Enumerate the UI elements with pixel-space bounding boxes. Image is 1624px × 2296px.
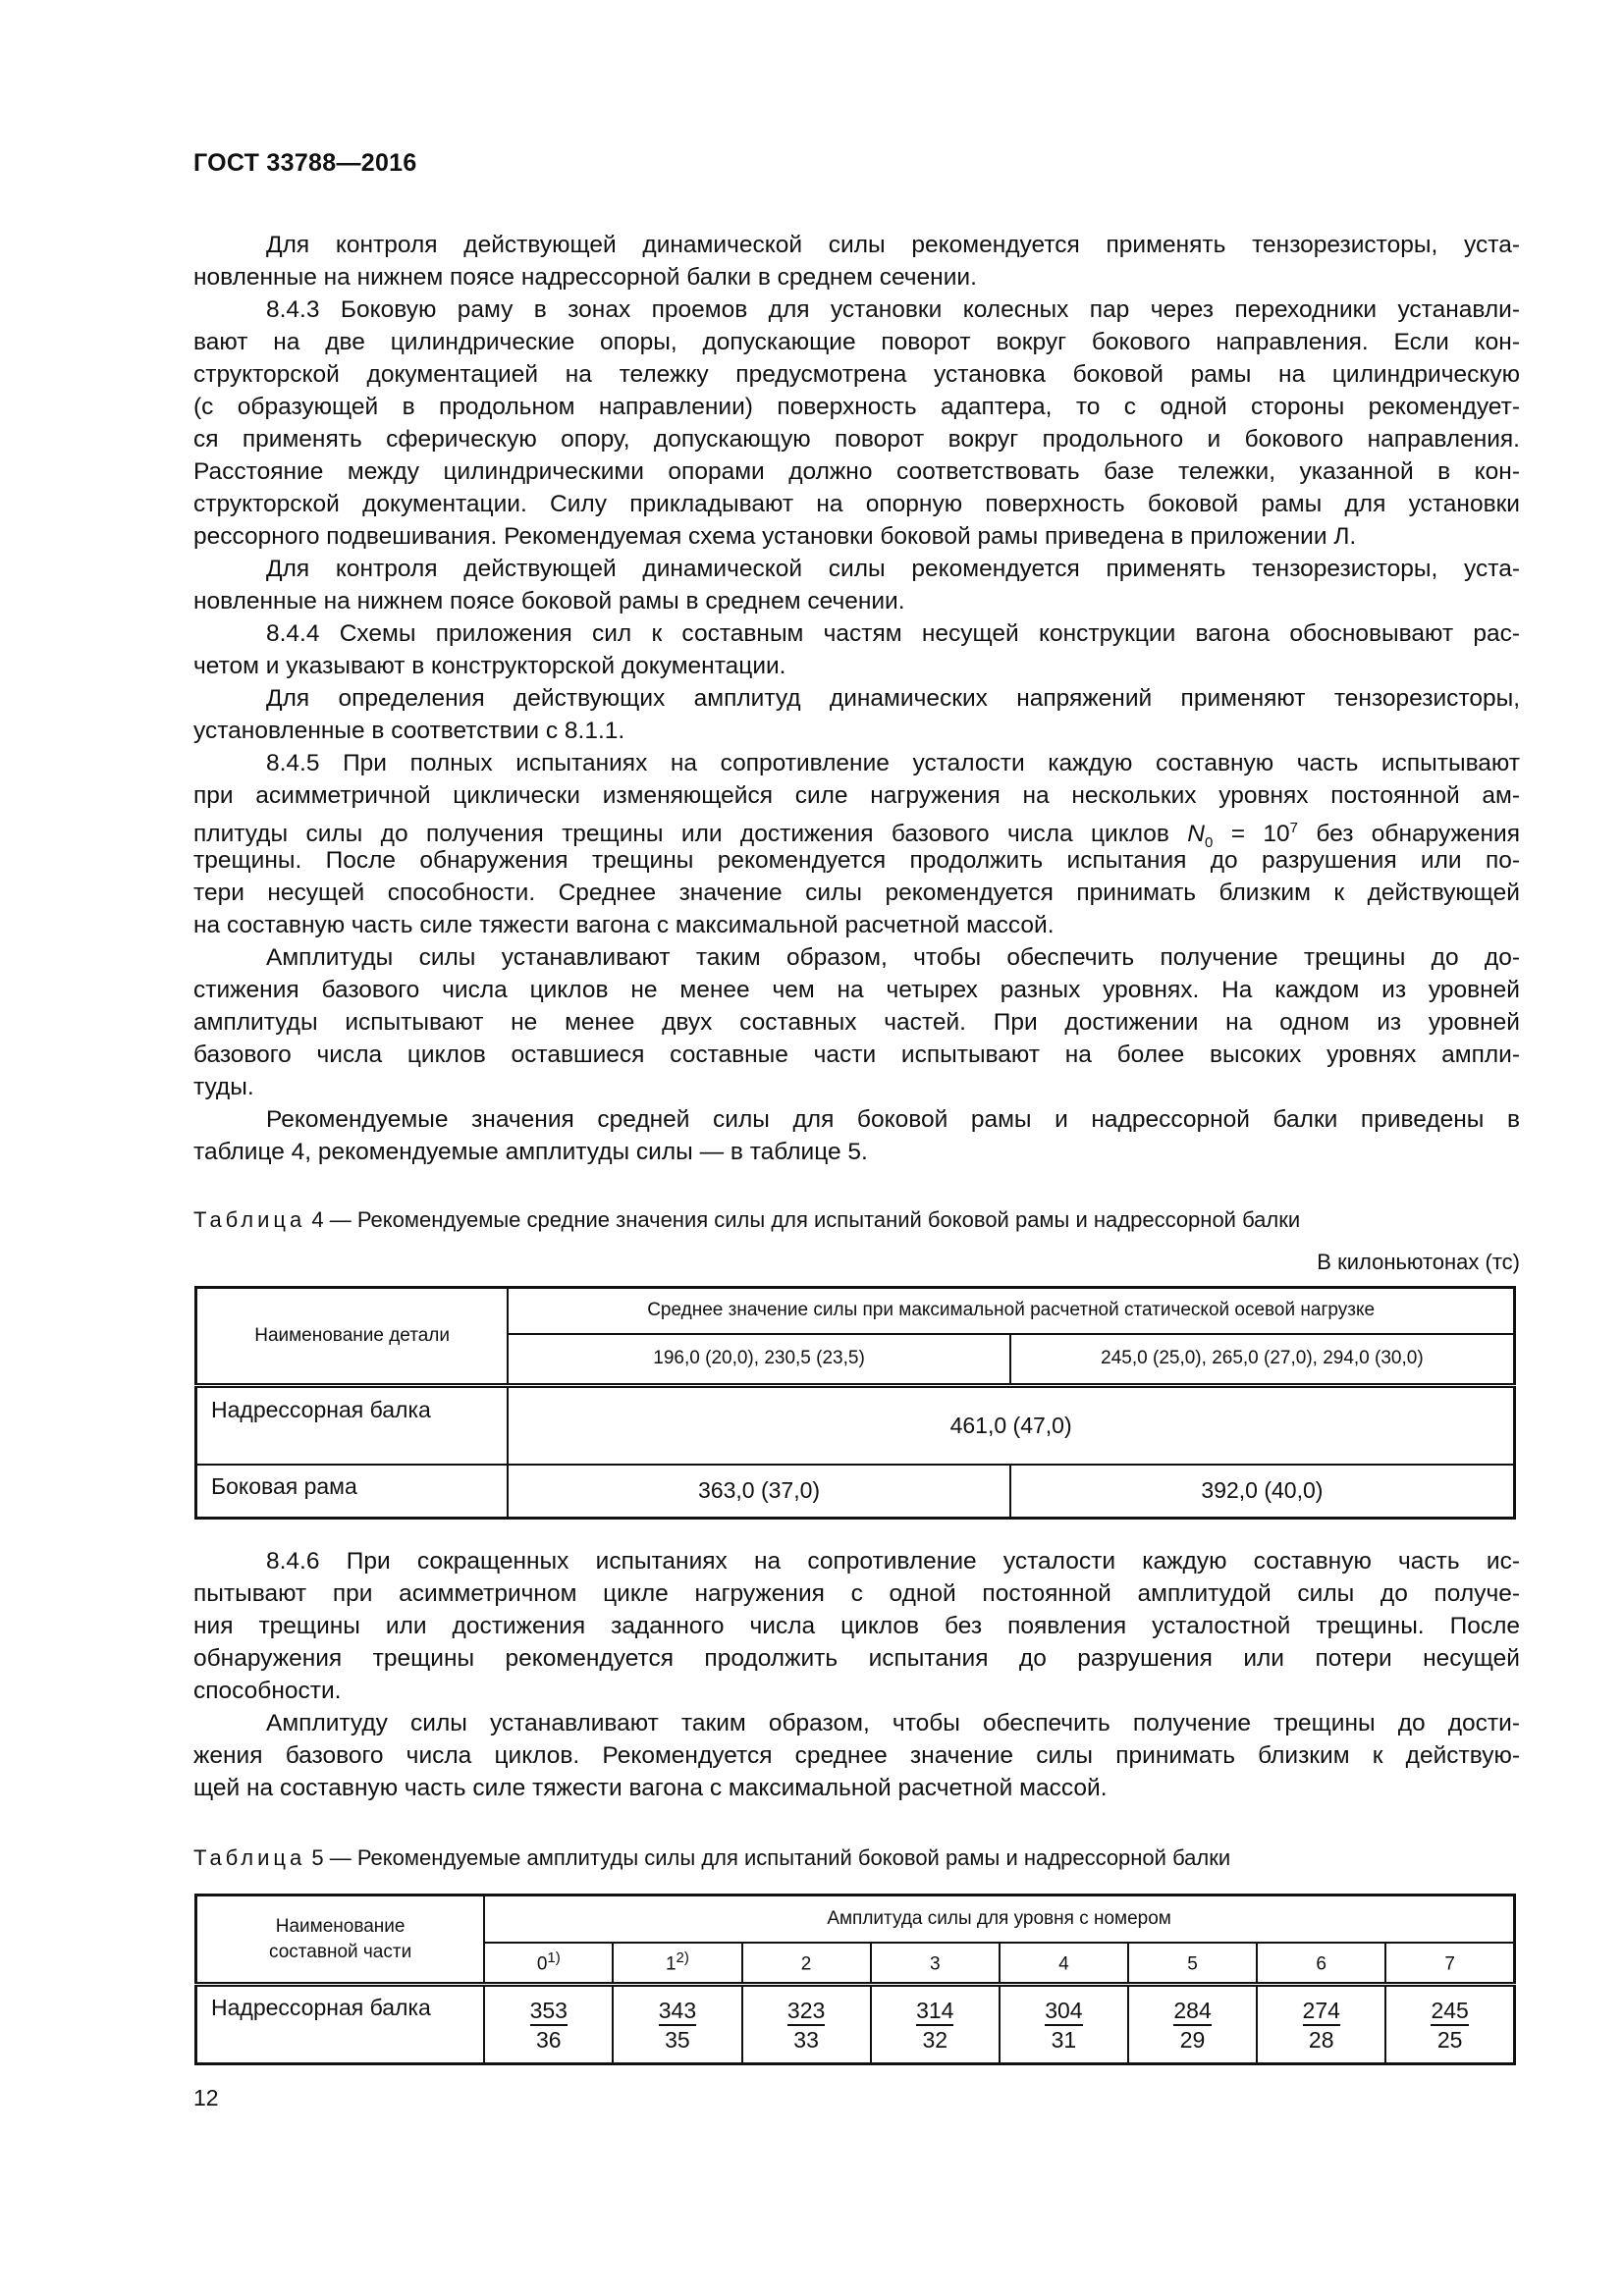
table4-subheader: 245,0 (25,0), 265,0 (27,0), 294,0 (30,0) [1010, 1334, 1515, 1386]
value-kn: 353 [530, 1997, 568, 2026]
table4-col-name: Наименование детали [196, 1288, 509, 1386]
level-number: 5 [1187, 1953, 1198, 1975]
value-kn: 274 [1303, 1997, 1340, 2026]
page-number: 12 [193, 2085, 219, 2110]
row-name: Надрессорная балка [196, 1386, 509, 1465]
fraction [1173, 1997, 1211, 2054]
paragraph-line: пытывают при асимметричном цикле нагружения с одной постоянной амплитудой силы до получе- [193, 1580, 1520, 1607]
value-kn: 314 [916, 1997, 953, 2026]
paragraph-line: обнаружения трещины рекомендуется продолжить испытания до разрушения или потери несущей [193, 1645, 1520, 1672]
value-tc: 28 [1308, 2026, 1334, 2053]
amplitude-cell [1000, 1985, 1128, 2064]
caption-text: 5 — Рекомендуемые амплитуды силы для испытаний боковой рамы и надрессорной балки [305, 1845, 1231, 1870]
value-tc: 29 [1179, 2026, 1206, 2053]
paragraph-line: четом и указывают в конструкторской документации. [193, 653, 786, 679]
paragraph-line: Для контроля действующей динамической силы рекомендуется применять тензорезисторы, уста- [266, 232, 1520, 258]
amplitude-cell [1257, 1985, 1385, 2064]
value-kn: 245 [1431, 1997, 1468, 2026]
paragraph-line: рессорного подвешивания. Рекомендуемая схема установки боковой рамы приведена в приложении Л. [193, 523, 1357, 550]
paragraph-line: способности. [193, 1678, 342, 1704]
cycles-symbol: N [1187, 821, 1205, 848]
paragraph-line: новленные на нижнем поясе надрессорной балки в среднем сечении. [193, 264, 977, 291]
level-number: 2 [800, 1953, 812, 1975]
value-kn: 284 [1173, 1997, 1211, 2026]
fraction [1303, 1997, 1340, 2054]
paragraph-line: Амплитуды силы устанавливают таким образом, чтобы обеспечить получение трещины до до- [266, 944, 1520, 971]
table-row [196, 1386, 1515, 1465]
paragraph-line: стижения базового числа циклов не менее чем на четырех разных уровнях. На каждом из уровней [193, 977, 1520, 1003]
table-row [196, 1465, 1515, 1519]
paragraph-line: при асимметричной циклически изменяющейся силе нагружения на нескольких уровнях постоянной ам- [193, 782, 1520, 809]
value-tc: 33 [793, 2026, 819, 2053]
document-header: ГОСТ 33788—2016 [193, 149, 417, 177]
paragraph-line: Амплитуду силы устанавливают таким образом, чтобы обеспечить получение трещины до дости- [266, 1710, 1520, 1736]
amplitude-cell [742, 1985, 871, 2064]
level-header [1000, 1943, 1128, 1985]
row-name: Боковая рама [196, 1465, 509, 1519]
level-header [871, 1943, 1000, 1985]
paragraph-line: жения базового числа циклов. Рекомендуется среднее значение силы принимать близким к действую- [193, 1742, 1520, 1769]
level-header [484, 1943, 613, 1985]
value-kn: 343 [659, 1997, 696, 2026]
value-kn: 304 [1045, 1997, 1082, 2026]
value-tc: 36 [535, 2026, 562, 2053]
table4-units: В килоньютонах (тс) [1317, 1250, 1520, 1274]
table4-subheader: 196,0 (20,0), 230,5 (23,5) [508, 1334, 1010, 1386]
table4-caption [193, 1207, 1300, 1233]
value-tc: 32 [922, 2026, 948, 2053]
paragraph-line: Расстояние между цилиндрическими опорами должно соответствовать базе тележки, указанной в кон- [193, 458, 1520, 485]
superscript: 7 [1289, 820, 1298, 836]
footnote-ref: 2) [676, 1949, 689, 1967]
text: = 10 [1213, 821, 1290, 848]
paragraph-line: новленные на нижнем поясе боковой рамы в среднем сечении. [193, 588, 905, 614]
row-value: 363,0 (37,0) [508, 1465, 1010, 1519]
paragraph-line: 8.4.3 Боковую раму в зонах проемов для установки колесных пар через переходники устанавли- [266, 296, 1520, 323]
caption-label: Таблица [193, 1207, 306, 1232]
paragraph-line: структорской документации. Силу прикладывают на опорную поверхность боковой рамы для установки [193, 491, 1520, 517]
level-header [1385, 1943, 1514, 1985]
table5-group-header: Амплитуда силы для уровня с номером [484, 1896, 1514, 1943]
paragraph-line: Рекомендуемые значения средней силы для боковой рамы и надрессорной балки приведены в [266, 1106, 1520, 1133]
paragraph-line: Для контроля действующей динамической силы рекомендуется применять тензорезисторы, уста- [266, 556, 1520, 582]
level-number: 0 [536, 1953, 548, 1975]
value-tc: 35 [665, 2026, 690, 2053]
level-header [1128, 1943, 1257, 1985]
table4 [194, 1286, 1516, 1520]
value-kn: 323 [787, 1997, 825, 2026]
level-header [742, 1943, 871, 1985]
paragraph-line: 8.4.6 При сокращенных испытаниях на сопротивление усталости каждую составную часть ис- [266, 1548, 1520, 1575]
text: плитуды силы до получения трещины или достижения базового числа циклов [193, 821, 1188, 848]
paragraph-line: трещины. После обнаружения трещины рекомендуется продолжить испытания до разрушения или по- [193, 847, 1520, 874]
fraction [1045, 1997, 1082, 2054]
body-text-section-2 [193, 1545, 1520, 1804]
table5 [194, 1894, 1516, 2065]
amplitude-cell [613, 1985, 741, 2064]
paragraph-line [193, 812, 1520, 852]
amplitude-cell [1128, 1985, 1257, 2064]
text: без обнаружения [1297, 821, 1520, 848]
paragraph-line: 8.4.5 При полных испытаниях на сопротивление усталости каждую составную часть испытывают [266, 750, 1520, 776]
row-value: 392,0 (40,0) [1010, 1465, 1515, 1519]
table-row [196, 1985, 1515, 2064]
fraction [530, 1997, 568, 2054]
fraction [916, 1997, 953, 2054]
level-header [613, 1943, 741, 1985]
body-text-section-1 [193, 229, 1520, 1168]
paragraph-line: ся применять сферическую опору, допускающую поворот вокруг продольного и бокового направления. [193, 426, 1520, 453]
paragraph-line: базового числа циклов оставшиеся составные части испытывают на более высоких уровнях ампли- [193, 1041, 1520, 1068]
paragraph-line: амплитуды испытывают не менее двух составных частей. При достижении на одном из уровней [193, 1009, 1520, 1036]
fraction [787, 1997, 825, 2054]
paragraph-line: вают на две цилиндрические опоры, допускающие поворот вокруг бокового направления. Если кон- [193, 329, 1520, 355]
value-tc: 25 [1436, 2026, 1463, 2053]
amplitude-cell [1385, 1985, 1514, 2064]
fraction [1431, 1997, 1468, 2054]
value-tc: 31 [1051, 2026, 1077, 2053]
paragraph-line: 8.4.4 Схемы приложения сил к составным частям несущей конструкции вагона обосновывают рас- [266, 620, 1520, 647]
paragraph-line: ния трещины или достижения заданного числа циклов без появления усталостной трещины. После [193, 1613, 1520, 1639]
paragraph-line: Для определения действующих амплитуд динамических напряжений применяют тензорезисторы, [266, 685, 1520, 712]
table4-group-header: Среднее значение силы при максимальной расчетной статической осевой нагрузке [508, 1288, 1514, 1334]
row-name: Надрессорная балка [196, 1985, 485, 2064]
paragraph-line: тери несущей способности. Среднее значение силы рекомендуется принимать близким к действующей [193, 880, 1520, 906]
level-header [1257, 1943, 1385, 1985]
level-number: 4 [1058, 1953, 1069, 1975]
caption-text: 4 — Рекомендуемые средние значения силы для испытаний боковой рамы и надрессорной балки [305, 1207, 1301, 1232]
paragraph-line: установленные в соответствии с 8.1.1. [193, 718, 625, 744]
table5-col-name: Наименование составной части [196, 1896, 485, 1985]
level-number: 1 [665, 1953, 677, 1975]
caption-label: Таблица [193, 1845, 306, 1870]
level-number: 6 [1316, 1953, 1326, 1975]
subscript: 0 [1205, 834, 1214, 852]
paragraph-line: структорской документацией на тележку предусмотрена установка боковой рамы на цилиндрическую [193, 361, 1520, 388]
paragraph-line: туды. [193, 1074, 254, 1100]
row-value: 461,0 (47,0) [508, 1386, 1514, 1465]
level-number: 3 [929, 1953, 941, 1975]
level-number: 7 [1444, 1953, 1455, 1975]
paragraph-line: на составную часть силе тяжести вагона с максимальной расчетной массой. [193, 912, 1055, 938]
footnote-ref: 1) [547, 1949, 561, 1967]
paragraph-line: (с образующей в продольном направлении) поверхность адаптера, то с одной стороны рекомендует- [193, 394, 1520, 420]
amplitude-cell [871, 1985, 1000, 2064]
amplitude-cell [484, 1985, 613, 2064]
fraction [659, 1997, 696, 2054]
table5-caption [193, 1845, 1230, 1871]
paragraph-line: таблице 4, рекомендуемые амплитуды силы — в таблице 5. [193, 1139, 868, 1165]
paragraph-line: щей на составную часть силе тяжести вагона с максимальной расчетной массой. [193, 1775, 1108, 1801]
